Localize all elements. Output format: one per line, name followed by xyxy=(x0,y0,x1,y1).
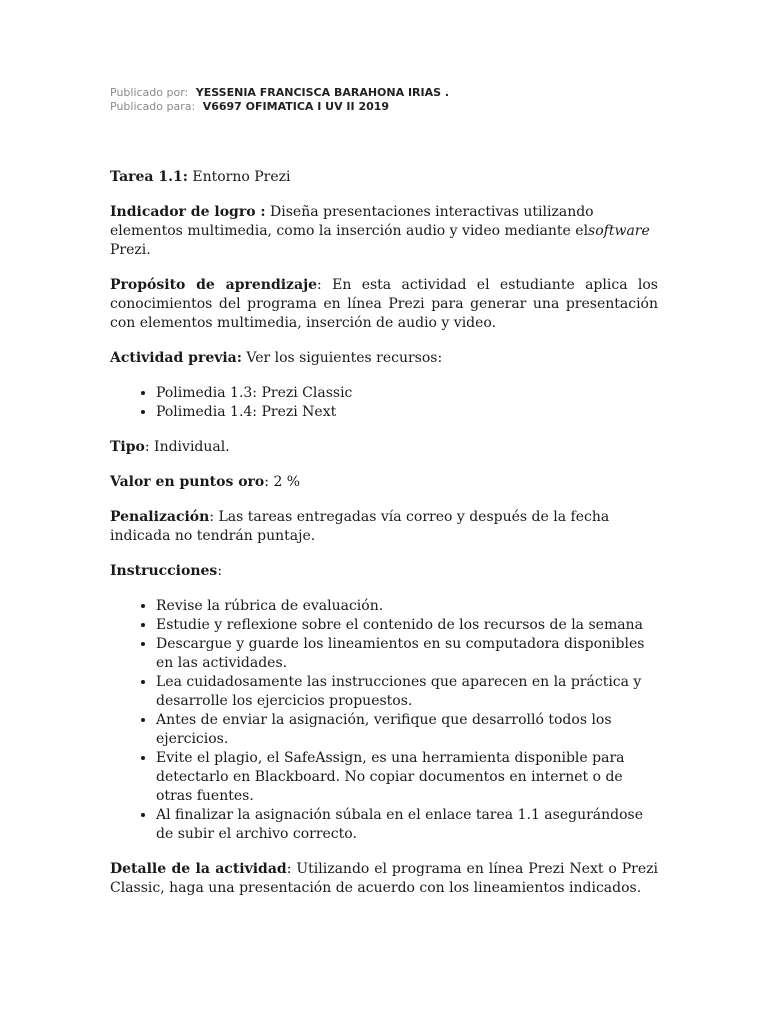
published-by-line xyxy=(110,86,449,100)
indicator-paragraph xyxy=(110,203,658,260)
type-paragraph xyxy=(110,438,658,457)
previous-activity-label: Actividad previa: xyxy=(110,350,242,366)
task-title xyxy=(110,168,658,187)
indicator-label: Indicador de logro : xyxy=(110,204,266,220)
previous-activity-text: Ver los siguientes recursos: xyxy=(241,350,443,366)
task-value: Entorno Prezi xyxy=(187,169,291,185)
points-label: Valor en puntos oro xyxy=(110,474,265,490)
instructions-list xyxy=(110,597,658,844)
points-text: : 2 % xyxy=(264,474,301,490)
instructions-suffix: : xyxy=(217,563,223,579)
list-item: • Evite el plagio, el SafeAssign, es una herramienta disponible para detectarlo en Blackboard. No copiar documentos en internet o de otras fuentes. xyxy=(156,749,658,806)
published-for-line xyxy=(110,100,449,114)
list-item: • Al finalizar la asignación súbala en el enlace tarea 1.1 asegurándose de subir el archivo correcto. xyxy=(156,806,658,844)
list-item: • Antes de enviar la asignación, verifique que desarrolló todos los ejercicios. xyxy=(156,711,658,749)
indicator-text: Diseña presentaciones interactivas utilizando elementos multimedia, como la inserción audio y video mediante el xyxy=(110,204,594,239)
task-label: Tarea 1.1: xyxy=(110,169,188,185)
list-item: • Estudie y reflexione sobre el contenido de los recursos de la semana xyxy=(156,616,658,635)
instructions-heading xyxy=(110,562,658,581)
indicator-text-end: Prezi. xyxy=(110,242,151,258)
previous-activity-list xyxy=(110,384,658,422)
indicator-italic: software xyxy=(588,223,650,239)
penalty-text: : Las tareas entregadas vía correo y después de la fecha indicada no tendrán puntaje. xyxy=(110,509,610,544)
instructions-label: Instrucciones xyxy=(110,563,218,579)
previous-activity-paragraph xyxy=(110,349,658,368)
type-label: Tipo xyxy=(110,439,145,455)
detail-text: : Utilizando el programa en línea Prezi Next o Prezi Classic, haga una presentación de acuerdo con los lineamientos indicados. xyxy=(110,861,658,896)
list-item: • Polimedia 1.4: Prezi Next xyxy=(156,403,658,422)
purpose-paragraph xyxy=(110,276,658,333)
purpose-label: Propósito de aprendizaje xyxy=(110,277,318,293)
list-item: • Revise la rúbrica de evaluación. xyxy=(156,597,658,616)
points-paragraph xyxy=(110,473,658,492)
list-item: • Descargue y guarde los lineamientos en su computadora disponibles en las actividades. xyxy=(156,635,658,673)
list-item: • Lea cuidadosamente las instrucciones que aparecen en la práctica y desarrolle los ejercicios propuestos. xyxy=(156,673,658,711)
published-by-label: Publicado por: xyxy=(110,86,189,99)
publish-info xyxy=(110,86,449,114)
penalty-label: Penalización xyxy=(110,509,210,525)
detail-paragraph xyxy=(110,860,658,898)
list-item: • Polimedia 1.3: Prezi Classic xyxy=(156,384,658,403)
type-text: : Individual. xyxy=(144,439,230,455)
published-by-value: YESSENIA FRANCISCA BARAHONA IRIAS . xyxy=(195,86,450,99)
purpose-text: : En esta actividad el estudiante aplica los conocimientos del programa en línea Prezi para generar una presentación con elementos multimedia, inserción de audio y video. xyxy=(110,277,658,331)
penalty-paragraph xyxy=(110,508,658,546)
published-for-value: V6697 OFIMATICA I UV II 2019 xyxy=(202,100,390,113)
published-for-label: Publicado para: xyxy=(110,100,196,113)
detail-label: Detalle de la actividad xyxy=(110,861,287,877)
document-body xyxy=(110,168,658,914)
